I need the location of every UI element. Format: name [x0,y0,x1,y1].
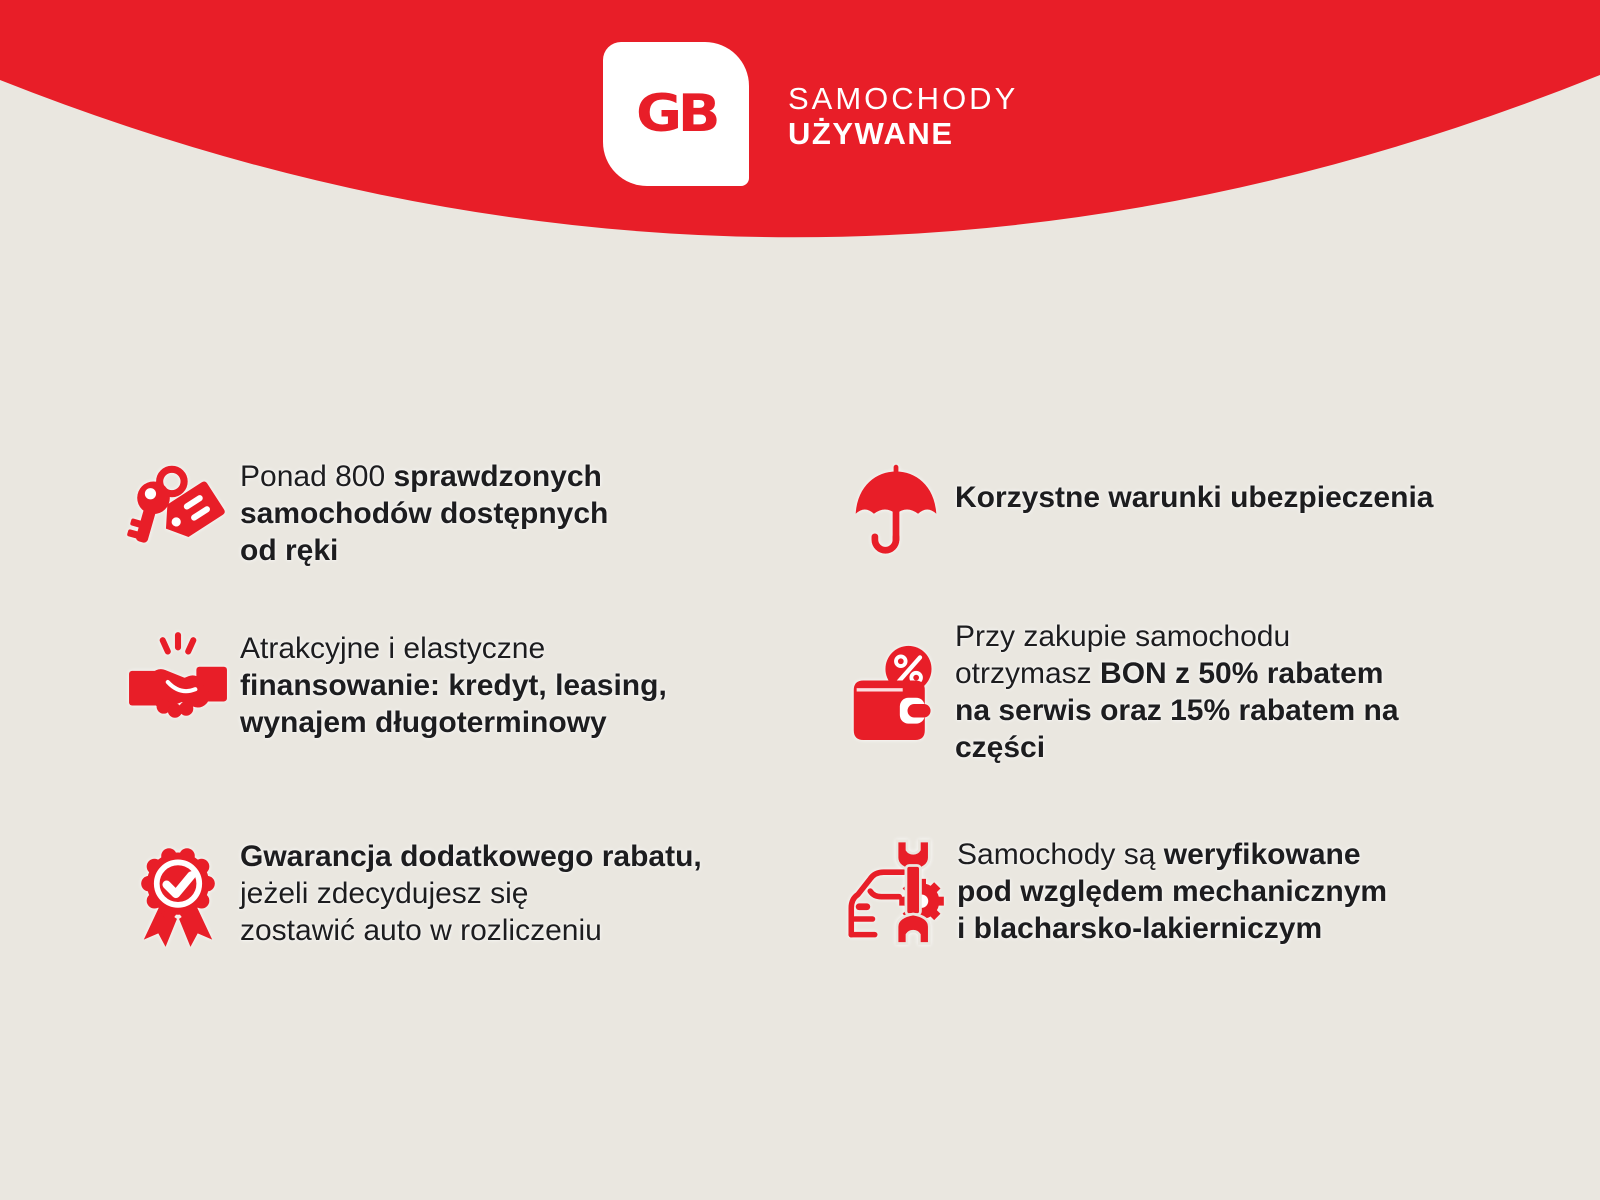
brand-logo [603,42,749,186]
feature-text: Przy zakupie samochodu otrzymasz BON z 50% rabatem na serwis oraz 15% rabatem na części [955,620,1399,764]
feature-text: Korzystne warunki ubezpieczenia [955,481,1434,514]
feature-text: Ponad 800 sprawdzonych samochodów dostępnych od ręki [240,460,609,567]
brand-logo-monogram: GB [635,84,717,144]
feature-text: Gwarancja dodatkowego rabatu, jeżeli zdecydujesz się zostawić auto w rozliczeniu [240,840,702,947]
feature-service-bonus [846,614,1399,766]
brand-line2: UŻYWANE [788,116,954,151]
award-badge-icon [126,838,230,950]
feature-inventory [126,452,608,569]
umbrella-icon [848,460,944,556]
feature-verification [840,830,1387,948]
feature-insurance [846,458,1433,556]
brand-wordmark [788,82,1018,150]
feature-financing [126,624,667,741]
key-tag-icon [127,456,229,558]
feature-discount-guarantee [126,832,702,950]
car-service-icon [841,832,953,948]
handshake-icon [127,628,229,730]
brand-line1: SAMOCHODY [788,81,1019,116]
wallet-discount-icon [848,642,944,742]
feature-text: Samochody są weryfikowane pod względem mechanicznym i blacharsko-lakierniczym [957,838,1388,945]
feature-text: Atrakcyjne i elastyczne finansowanie: kredyt, leasing, wynajem długoterminowy [240,632,667,739]
